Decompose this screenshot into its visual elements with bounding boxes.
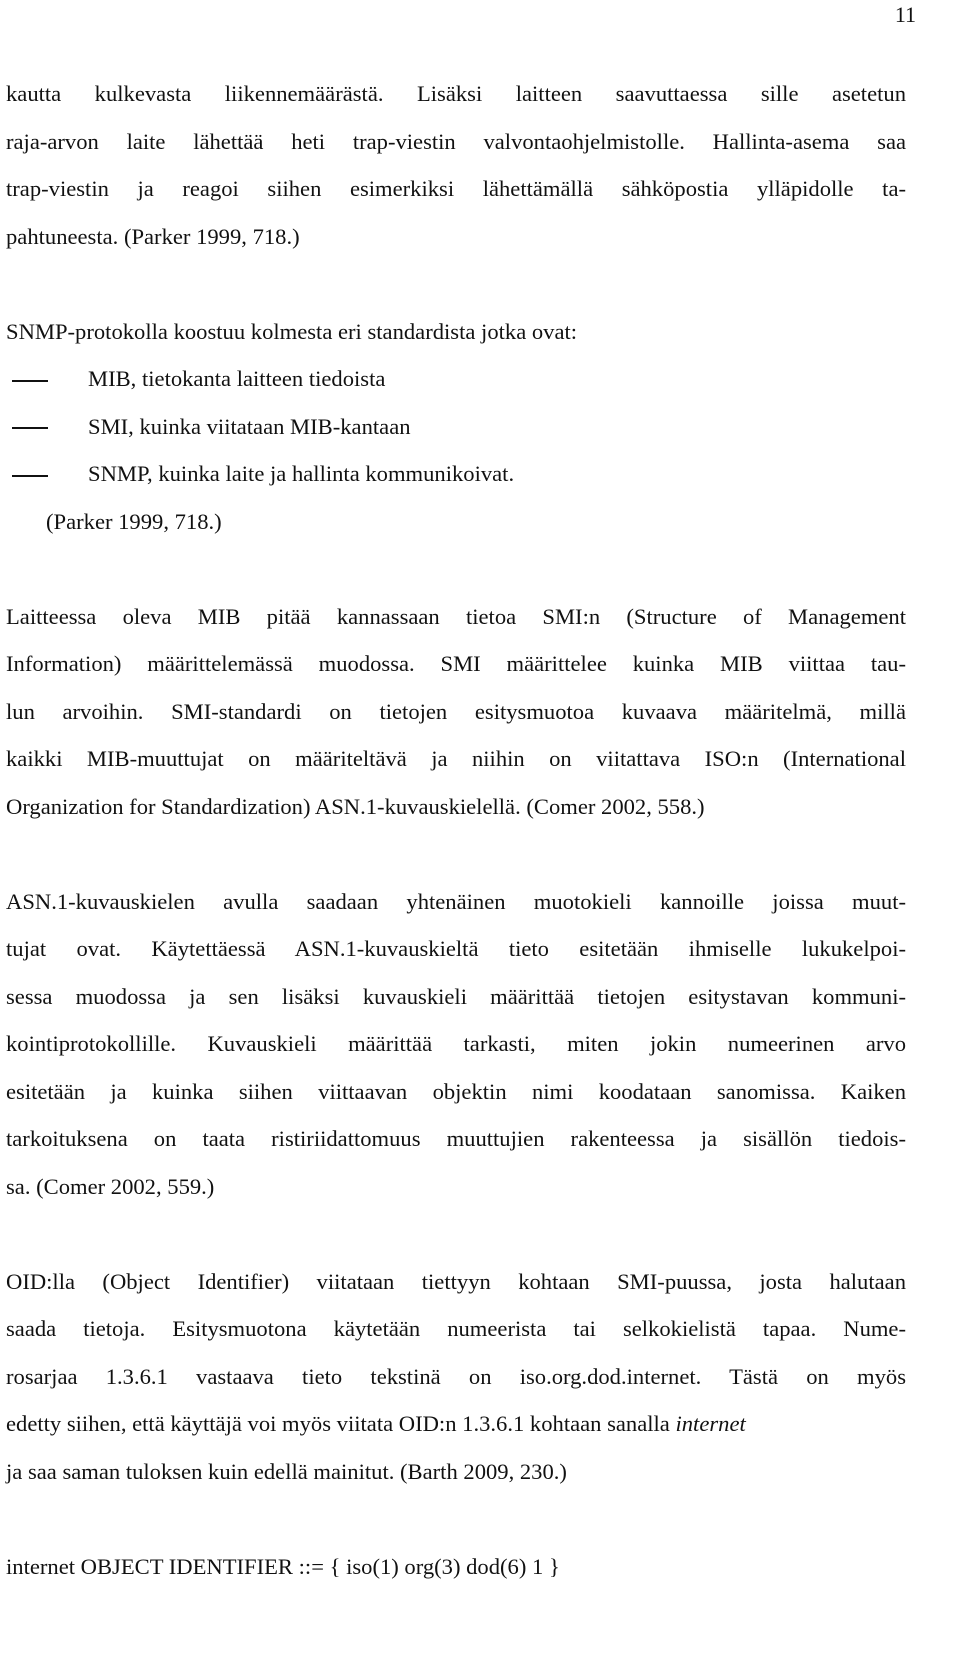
paragraph-snmp-standards — [6, 308, 906, 546]
paragraph-mib-smi — [6, 593, 906, 831]
text-line: Laitteessa oleva MIB pitää kannassaan tietoa SMI:n (Structure of Management — [6, 603, 906, 629]
list-item-text: SMI, kuinka viitataan MIB-kantaan — [88, 413, 411, 439]
text-line: Organization for Standardization) ASN.1-kuvauskielellä. (Comer 2002, 558.) — [6, 793, 705, 819]
dash-bullet-icon — [12, 380, 48, 382]
paragraph-traffic — [6, 70, 906, 260]
page-number: 11 — [894, 2, 916, 27]
text-line: SNMP-protokolla koostuu kolmesta eri standardista jotka ovat: — [6, 318, 578, 344]
italic-term: internet — [675, 1411, 746, 1436]
text-line: sessa muodossa ja sen lisäksi kuvauskieli määrittää tietojen esitystavan kommuni- — [6, 983, 906, 1009]
text-line: tarkoituksena on taata ristiriidattomuus muuttujien rakenteessa ja sisällön tiedois- — [6, 1126, 906, 1151]
paragraph-oid — [6, 1258, 906, 1496]
dash-bullet-icon — [12, 475, 48, 477]
citation: (Parker 1999, 718.) — [46, 508, 222, 534]
text-line: trap-viestin ja reagoi siihen esimerkiksi lähettämällä sähköpostia ylläpidolle ta- — [6, 176, 906, 201]
list-item — [6, 403, 906, 451]
text-line: saada tietoja. Esitysmuotona käytetään numeerista tai selkokielistä tapaa. Nume- — [6, 1316, 906, 1341]
text-line: tujat ovat. Käytettäessä ASN.1-kuvauskieltä tieto esitetään ihmiselle lukukelpoi- — [6, 936, 906, 961]
list-item-text: MIB, tietokanta laitteen tiedoista — [88, 366, 386, 391]
text-line: lun arvoihin. SMI-standardi on tietojen esitysmuotoa kuvaava määritelmä, millä — [6, 698, 906, 724]
text-line: raja-arvon laite lähettää heti trap-viestin valvontaohjelmistolle. Hallinta-asema saa — [6, 128, 906, 154]
oid-definition: internet OBJECT IDENTIFIER ::= { iso(1) org(3) dod(6) 1 } — [6, 1553, 560, 1579]
text-line: sa. (Comer 2002, 559.) — [6, 1173, 215, 1199]
standards-list — [6, 355, 906, 498]
text-line: Information) määrittelemässä muodossa. SMI määrittelee kuinka MIB viittaa tau- — [6, 651, 906, 676]
text-line: ja saa saman tuloksen kuin edellä mainitut. (Barth 2009, 230.) — [6, 1458, 567, 1484]
text-line: kaikki MIB-muuttujat on määriteltävä ja niihin on viitattava ISO:n (International — [6, 746, 906, 771]
paragraph-asn1 — [6, 878, 906, 1211]
document-body — [6, 70, 906, 1590]
list-item-text: SNMP, kuinka laite ja hallinta kommunikoivat. — [88, 461, 515, 486]
text-line: rosarjaa 1.3.6.1 vastaava tieto tekstinä on iso.org.dod.internet. Tästä on myös — [6, 1363, 906, 1389]
text-line: pahtuneesta. (Parker 1999, 718.) — [6, 223, 300, 249]
text-line — [6, 1400, 906, 1448]
text-line: OID:lla (Object Identifier) viitataan tiettyyn kohtaan SMI-puussa, josta halutaan — [6, 1268, 906, 1294]
text-line: kautta kulkevasta liikennemäärästä. Lisäksi laitteen saavuttaessa sille asetetun — [6, 81, 906, 106]
text-line: esitetään ja kuinka siihen viittaavan objektin nimi koodataan sanomissa. Kaiken — [6, 1078, 906, 1104]
text-line: kointiprotokollille. Kuvauskieli määrittää tarkasti, miten jokin numeerinen arvo — [6, 1031, 906, 1056]
list-item — [6, 450, 906, 498]
list-item — [6, 355, 906, 403]
text-line: ASN.1-kuvauskielen avulla saadaan yhtenäinen muotokieli kannoille joissa muut- — [6, 888, 906, 914]
text-fragment: edetty siihen, että käyttäjä voi myös viitata OID:n 1.3.6.1 kohtaan sanalla — [6, 1411, 676, 1436]
dash-bullet-icon — [12, 427, 48, 429]
